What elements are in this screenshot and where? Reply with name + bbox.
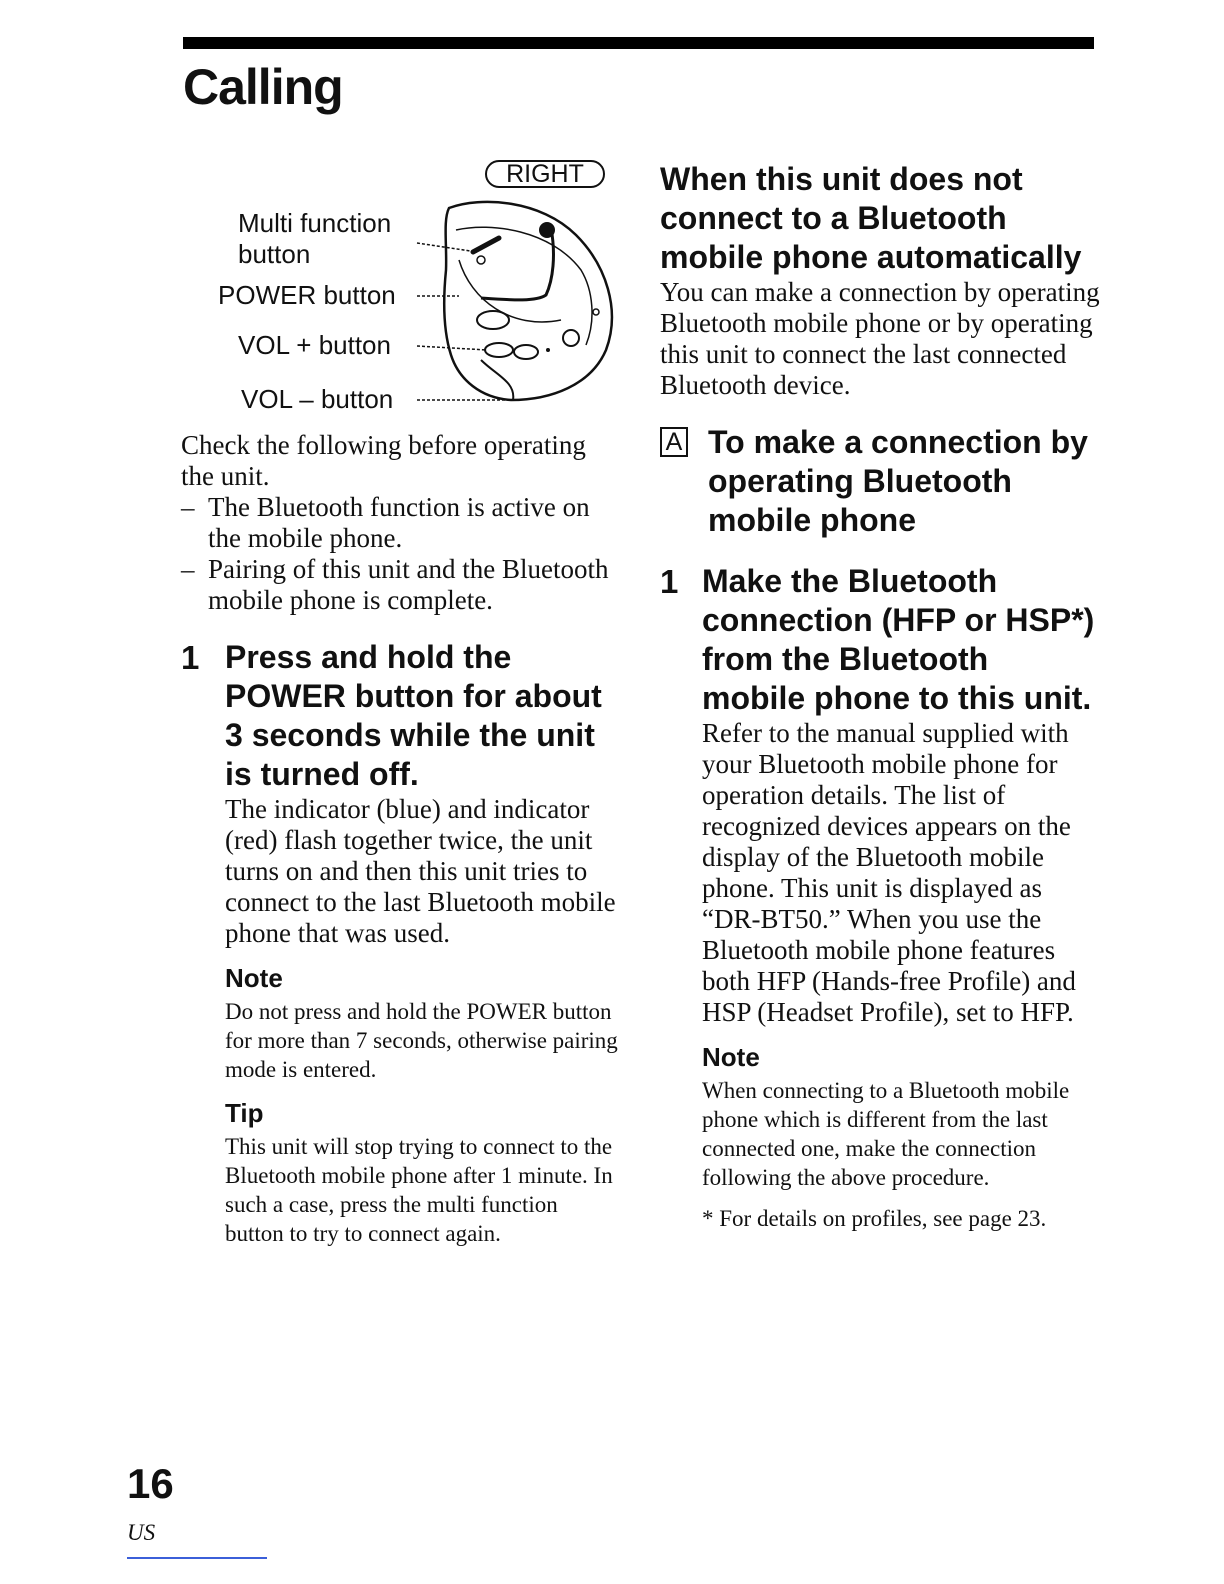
step-body: Refer to the manual supplied with your Bluetooth mobile phone for operation details. The list of recognized devices appears on the display of the Bluetooth mobile phone. This unit is displayed as “DR-BT50.” When you use the Bluetooth mobile phone features both HFP (Hands-free Profile) and HSP (Headset Profile), set to HFP. <box>702 718 1076 1027</box>
right-side-badge: RIGHT <box>485 160 605 188</box>
device-figure <box>181 160 621 422</box>
vol-minus-label: VOL – button <box>241 384 394 414</box>
bottom-link-rule <box>127 1557 267 1559</box>
tip-text: This unit will stop trying to connect to the Bluetooth mobile phone after 1 minute. In such a case, press the multi function button to try to connect again. <box>225 1134 613 1246</box>
section-heading: When this unit does not connect to a Bluetooth mobile phone automatically <box>660 161 1082 275</box>
note-text: When connecting to a Bluetooth mobile phone which is different from the last connected one, make the connection following the above procedure. <box>702 1078 1070 1190</box>
tip-heading: Tip <box>225 1098 264 1128</box>
step-number: 1 <box>181 639 200 676</box>
step-title: Press and hold the POWER button for about 3 seconds while the unit is turned off. <box>225 639 602 792</box>
step-title: Make the Bluetooth connection (HFP or HSP*) from the Bluetooth mobile phone to this unit. <box>702 563 1095 716</box>
section-intro: You can make a connection by operating Bluetooth mobile phone or by operating this unit to connect the last connected Bluetooth device. <box>660 277 1100 400</box>
footnote: * For details on profiles, see page 23. <box>702 1206 1047 1231</box>
top-rule <box>183 37 1094 49</box>
checklist-intro: Check the following before operating the unit. <box>181 430 586 491</box>
note-heading: Note <box>702 1042 760 1072</box>
region-code: US <box>127 1520 156 1545</box>
page-number: 16 <box>127 1460 174 1507</box>
note-heading: Note <box>225 963 283 993</box>
power-button-label: POWER button <box>218 280 396 310</box>
checklist-item: – Pairing of this unit and the Bluetooth mobile phone is complete. <box>181 554 609 615</box>
step-1-power <box>181 638 621 1248</box>
checklist <box>181 492 621 616</box>
section-a-title: To make a connection by operating Bluetooth mobile phone <box>708 424 1088 538</box>
step-number: 1 <box>660 563 679 600</box>
step-1-connect <box>660 562 1100 1256</box>
page-title: Calling <box>183 59 343 115</box>
vol-plus-label: VOL + button <box>238 330 391 360</box>
left-column <box>181 160 621 1248</box>
section-letter: A <box>660 427 688 457</box>
step-body: The indicator (blue) and indicator (red) flash together twice, the unit turns on and then this unit tries to connect to the last Bluetooth mobile phone that was used. <box>225 794 616 948</box>
section-a <box>660 423 1100 540</box>
right-column <box>660 160 1100 1256</box>
note-text: Do not press and hold the POWER button for more than 7 seconds, otherwise pairing mode is entered. <box>225 999 618 1082</box>
multi-function-label: Multi function button <box>238 208 392 269</box>
checklist-item: – The Bluetooth function is active on the mobile phone. <box>181 492 590 553</box>
